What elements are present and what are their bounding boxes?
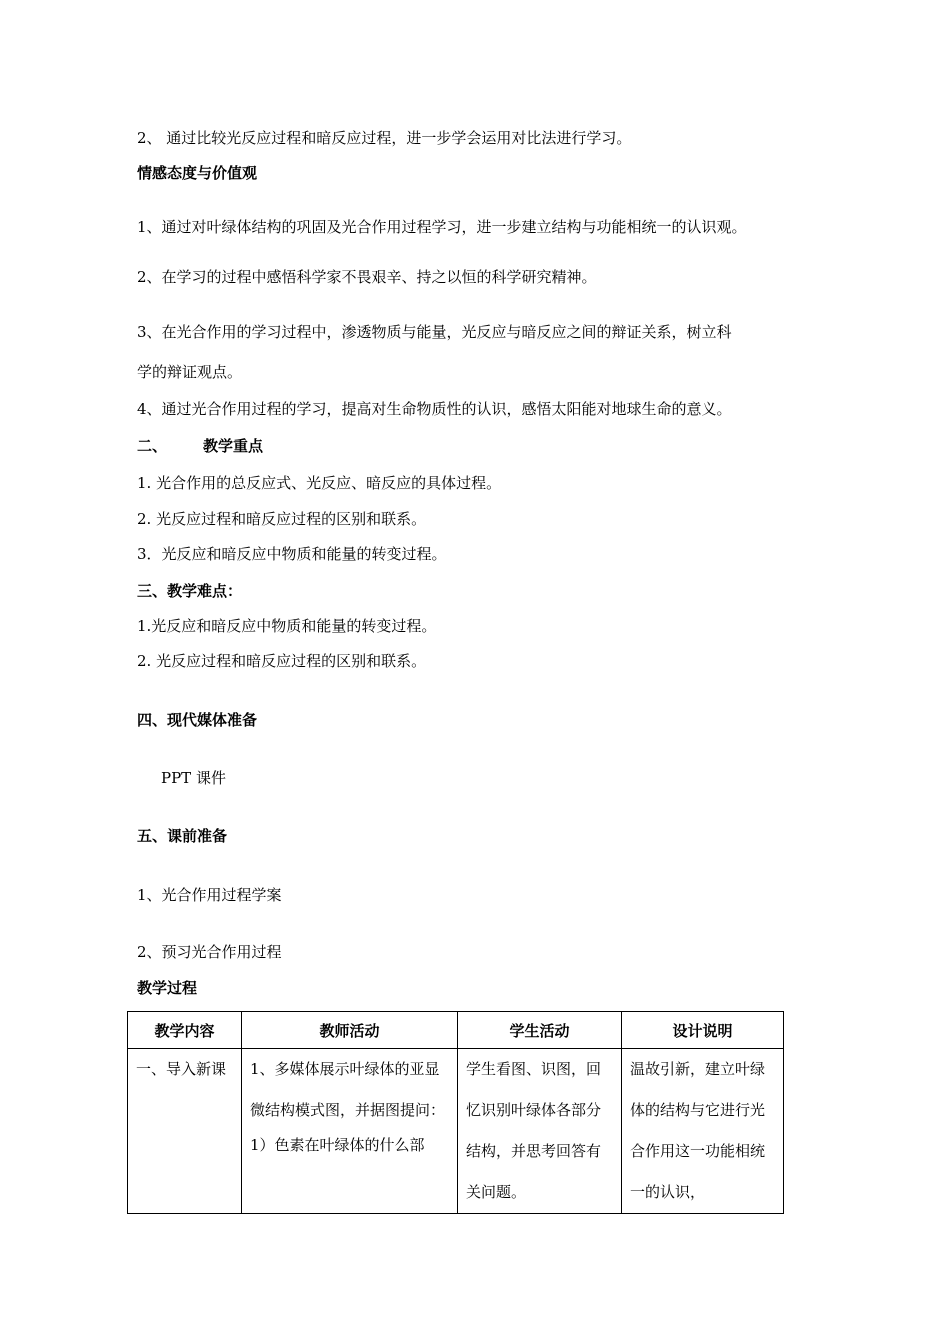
section-heading-media: 四、现代媒体准备 [137, 711, 258, 729]
table-cell [458, 1049, 622, 1214]
table-header: 教师活动 [242, 1012, 458, 1049]
cell-text-student: 学生看图、识图，回忆识别叶绿体各部分结构，并思考回答有关问题。 [466, 1060, 602, 1201]
section-heading-difficulty: 三、教学难点： [137, 582, 243, 600]
text-line: 学的辩证观点。 [137, 363, 243, 381]
table-cell [242, 1049, 458, 1214]
process-table [127, 1011, 784, 1214]
cell-text-teacher-sub: 1）色素在叶绿体的什么部 [250, 1136, 425, 1154]
section-heading-emotion: 情感态度与价值观 [137, 164, 258, 182]
table-row [128, 1049, 784, 1214]
table-header: 学生活动 [458, 1012, 622, 1049]
text-line: 3．光反应和暗反应中物质和能量的转变过程。 [137, 545, 447, 563]
text-line: 4、通过光合作用过程的学习，提高对生命物质性的认识，感悟太阳能对地球生命的意义。 [137, 400, 732, 418]
cell-text-design: 温故引新，建立叶绿体的结构与它进行光合作用这一功能相统一的认识， [630, 1060, 766, 1201]
text-line: 2、预习光合作用过程 [137, 943, 282, 961]
table-header-row [128, 1012, 784, 1049]
section-heading-process: 教学过程 [137, 979, 198, 997]
text-line: 1. 光合作用的总反应式、光反应、暗反应的具体过程。 [137, 474, 502, 492]
table-cell [622, 1049, 784, 1214]
table-header: 教学内容 [128, 1012, 242, 1049]
cell-text-content: 一、导入新课 [136, 1060, 227, 1078]
table-cell [128, 1049, 242, 1214]
text-line: 1、通过对叶绿体结构的巩固及光合作用过程学习，进一步建立结构与功能相统一的认识观。 [137, 218, 747, 236]
text-line: 1、光合作用过程学案 [137, 886, 282, 904]
cell-text-teacher: 1、多媒体展示叶绿体的亚显微结构模式图，并据图提问： [250, 1060, 446, 1119]
section-heading-key: 教学重点 [203, 437, 264, 455]
text-line: 2. 光反应过程和暗反应过程的区别和联系。 [137, 652, 427, 670]
section-number-key: 二、 [137, 437, 168, 455]
text-line: 2、 通过比较光反应过程和暗反应过程，进一步学会运用对比法进行学习。 [137, 129, 632, 147]
text-line: 2、在学习的过程中感悟科学家不畏艰辛、持之以恒的科学研究精神。 [137, 268, 597, 286]
text-line: 2. 光反应过程和暗反应过程的区别和联系。 [137, 510, 427, 528]
text-line: PPT 课件 [161, 769, 226, 787]
text-line: 1.光反应和暗反应中物质和能量的转变过程。 [137, 617, 437, 635]
text-line: 3、在光合作用的学习过程中，渗透物质与能量，光反应与暗反应之间的辩证关系，树立科 [137, 323, 732, 341]
section-heading-prep: 五、课前准备 [137, 827, 228, 845]
table-header: 设计说明 [622, 1012, 784, 1049]
